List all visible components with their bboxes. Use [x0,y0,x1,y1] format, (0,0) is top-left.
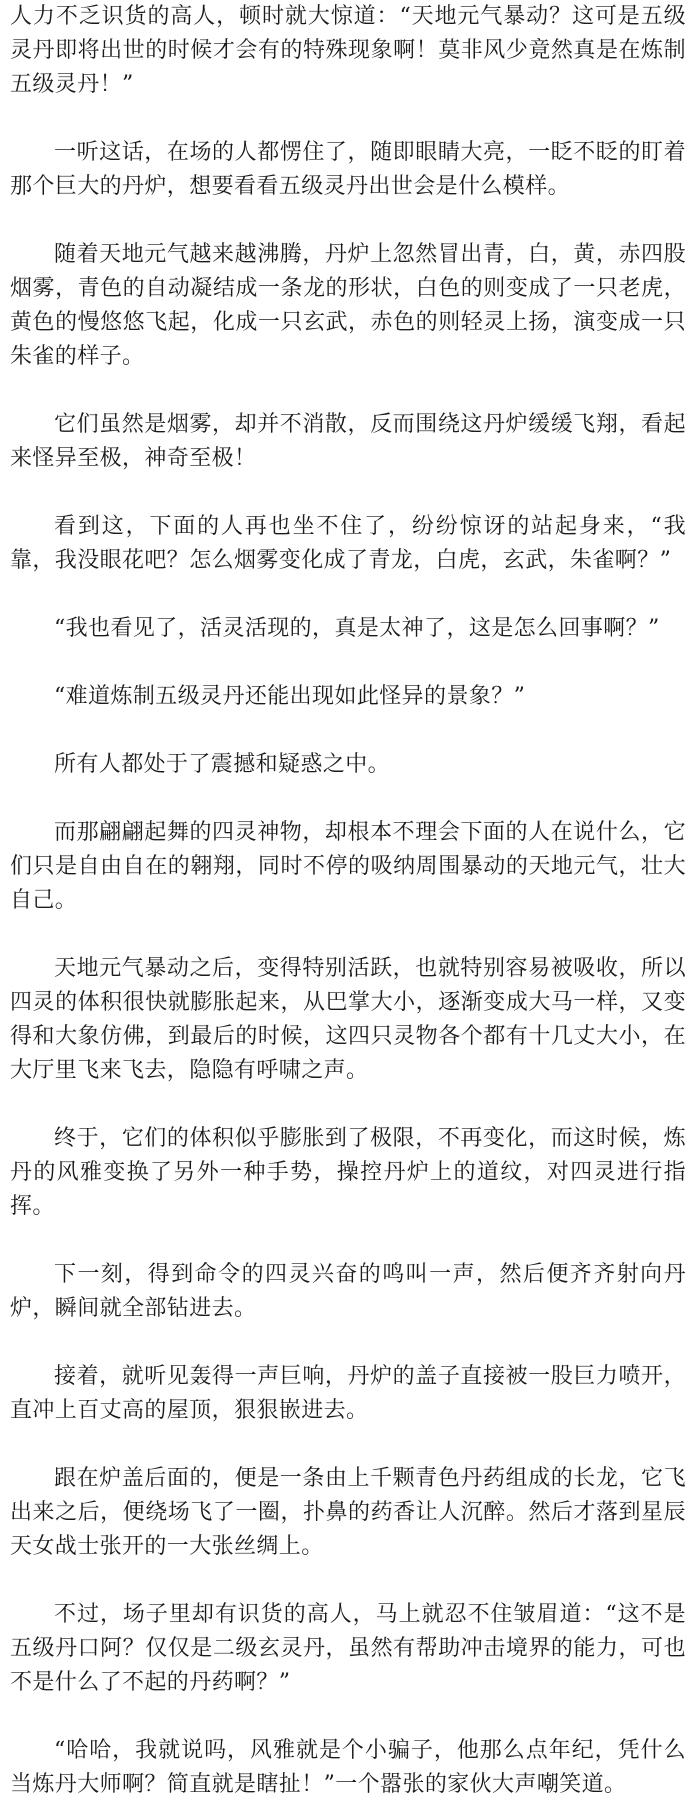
paragraph: 终于，它们的体积似乎膨胀到了极限，不再变化，而这时候，炼丹的风雅变换了另外一种手势，操控丹炉上的道纹，对四灵进行指挥。 [10,1126,686,1219]
paragraph: 所有人都处于了震撼和疑惑之中。 [54,752,391,777]
paragraph-gap [10,476,686,510]
paragraph-gap [10,1700,686,1734]
paragraph: 天地元气暴动之后，变得特别活跃，也就特别容易被吸收，所以四灵的体积很快就膨胀起来，从巴掌大小，逐渐变成大马一样，又变得和大象仿佛，到最后的时候，这四只灵物各个都有十几丈大小，在大厅里飞来飞去，隐隐有呼啸之声。 [10,956,686,1083]
paragraph-gap [10,782,686,816]
paragraph: 人力不乏识货的高人，顿时就大惊道：“天地元气暴动？这可是五级灵丹即将出世的时候才会有的特殊现象啊！莫非风少竟然真是在炼制五级灵丹！” [10,4,686,97]
paragraph-gap [10,1326,686,1360]
paragraph-gap [10,1088,686,1122]
paragraph: 而那翩翩起舞的四灵神物，却根本不理会下面的人在说什么，它们只是自由自在的翱翔，同时不停的吸纳周围暴动的天地元气，壮大自己。 [10,820,686,913]
paragraph-gap [10,204,686,238]
paragraph: 不过，场子里却有识货的高人，马上就忍不住皱眉道：“这不是五级丹口阿？仅仅是二级玄灵丹，虽然有帮助冲击境界的能力，可也不是什么了不起的丹药啊？” [10,1602,686,1695]
paragraph-gap [10,578,686,612]
paragraph-gap [10,1564,686,1598]
paragraph-gap [10,646,686,680]
paragraph: 跟在炉盖后面的，便是一条由上千颗青色丹药组成的长龙，它飞出来之后，便绕场飞了一圈，扑鼻的药香让人沉醉。然后才落到星辰天女战士张开的一大张丝绸上。 [10,1466,686,1559]
paragraph: “哈哈，我就说吗，风雅就是个小骗子，他那么点年纪，凭什么当炼丹大师啊？简直就是瞎扯！”一个嚣张的家伙大声嘲笑道。 [10,1738,686,1797]
paragraph-gap [10,374,686,408]
document-page [10,0,700,1797]
paragraph-gap [10,714,686,748]
paragraph: 它们虽然是烟雾，却并不消散，反而围绕这丹炉缓缓飞翔，看起来怪异至极，神奇至极！ [10,412,686,471]
paragraph-gap [10,1428,686,1462]
paragraph: 看到这，下面的人再也坐不住了，纷纷惊讶的站起身来，“我靠，我没眼花吧？怎么烟雾变化成了青龙，白虎，玄武，朱雀啊？” [10,514,686,573]
paragraph: 下一刻，得到命令的四灵兴奋的鸣叫一声，然后便齐齐射向丹炉，瞬间就全部钻进去。 [10,1262,686,1321]
paragraph-gap [10,1224,686,1258]
paragraph: 随着天地元气越来越沸腾，丹炉上忽然冒出青，白，黄，赤四股烟雾，青色的自动凝结成一条龙的形状，白色的则变成了一只老虎，黄色的慢悠悠飞起，化成一只玄武，赤色的则轻灵上扬，演变成一只朱雀的样子。 [10,242,686,369]
paragraph: 一听这话，在场的人都愣住了，随即眼睛大亮，一眨不眨的盯着那个巨大的丹炉，想要看看五级灵丹出世会是什么模样。 [10,140,686,199]
paragraph: “难道炼制五级灵丹还能出现如此怪异的景象？” [54,684,526,709]
paragraph-gap [10,102,686,136]
paragraph-gap [10,918,686,952]
paragraph: 接着，就听见轰得一声巨响，丹炉的盖子直接被一股巨力喷开，直冲上百丈高的屋顶，狠狠嵌进去。 [10,1364,686,1423]
paragraph: “我也看见了，活灵活现的，真是太神了，这是怎么回事啊？” [54,616,660,641]
